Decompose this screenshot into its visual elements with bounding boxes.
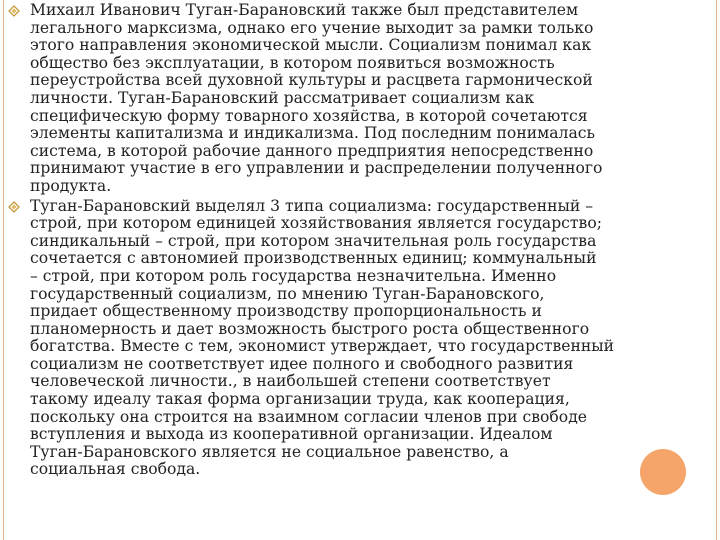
text-line: строй, при котором единицей хозяйствования является государство; <box>30 214 602 233</box>
bullet-list <box>8 0 690 479</box>
text-line: богатства. Вместе с тем, экономист утверждает, что государственный <box>30 337 615 356</box>
diamond-bullet-icon <box>8 5 20 17</box>
bullet-item-1 <box>8 2 690 196</box>
text-line: планомерность и дает возможность быстрого роста общественного <box>30 319 590 338</box>
text-line: система, в которой рабочие данного предприятия непосредственно <box>30 141 594 160</box>
text-line: переустройства всей духовной культуры и расцвета гармонической <box>30 71 593 90</box>
text-line: Михаил Иванович Туган-Барановский также был представителем <box>30 1 579 19</box>
text-line: этого направления экономической мысли. Социализм понимал как <box>30 36 592 55</box>
text-line: синдикальный – строй, при котором значительная роль государства <box>30 231 597 250</box>
text-line: легального марксизма, однако его учение выходит за рамки только <box>30 18 594 37</box>
text-line: человеческой личности., в наибольшей степени соответствует <box>30 372 551 391</box>
text-line: общество без эксплуатации, в котором появиться возможность <box>30 53 555 72</box>
bullet-item-2 <box>8 198 690 480</box>
text-line: Туган-Барановского является не социальное равенство, а <box>30 442 509 461</box>
diamond-bullet-icon <box>8 201 20 213</box>
paragraph-1-text <box>30 2 690 196</box>
text-line: – строй, при котором роль государства незначительна. Именно <box>30 266 557 285</box>
text-line: продукта. <box>30 176 112 195</box>
left-frame-line <box>3 0 4 540</box>
right-frame-line <box>716 0 717 540</box>
text-line: сочетается с автономией производственных единиц; коммунальный <box>30 249 597 268</box>
text-line: социальная свобода. <box>30 460 201 479</box>
text-line: Туган-Барановский выделял 3 типа социализма: государственный – <box>30 196 594 215</box>
text-line: элементы капитализма и индикализма. Под последним понималась <box>30 124 595 143</box>
text-line: государственный социализм, по мнению Туган-Барановского, <box>30 284 545 303</box>
text-line: личности. Туган-Барановский рассматривает социализм как <box>30 88 535 107</box>
text-line: принимают участие в его управлении и распределении полученного <box>30 159 603 178</box>
paragraph-2-text <box>30 198 690 480</box>
text-line: вступления и выхода из кооперативной организации. Идеалом <box>30 425 553 444</box>
text-line: поскольку она строится на взаимном согласии членов при свободе <box>30 407 588 426</box>
text-line: придает общественному производству пропорциональность и <box>30 302 542 321</box>
text-line: социализм не соответствует идее полного и свободного развития <box>30 354 574 373</box>
text-line: специфическую форму товарного хозяйства, в которой сочетаются <box>30 106 588 125</box>
text-line: такому идеалу такая форма организации труда, как кооперация, <box>30 390 570 409</box>
